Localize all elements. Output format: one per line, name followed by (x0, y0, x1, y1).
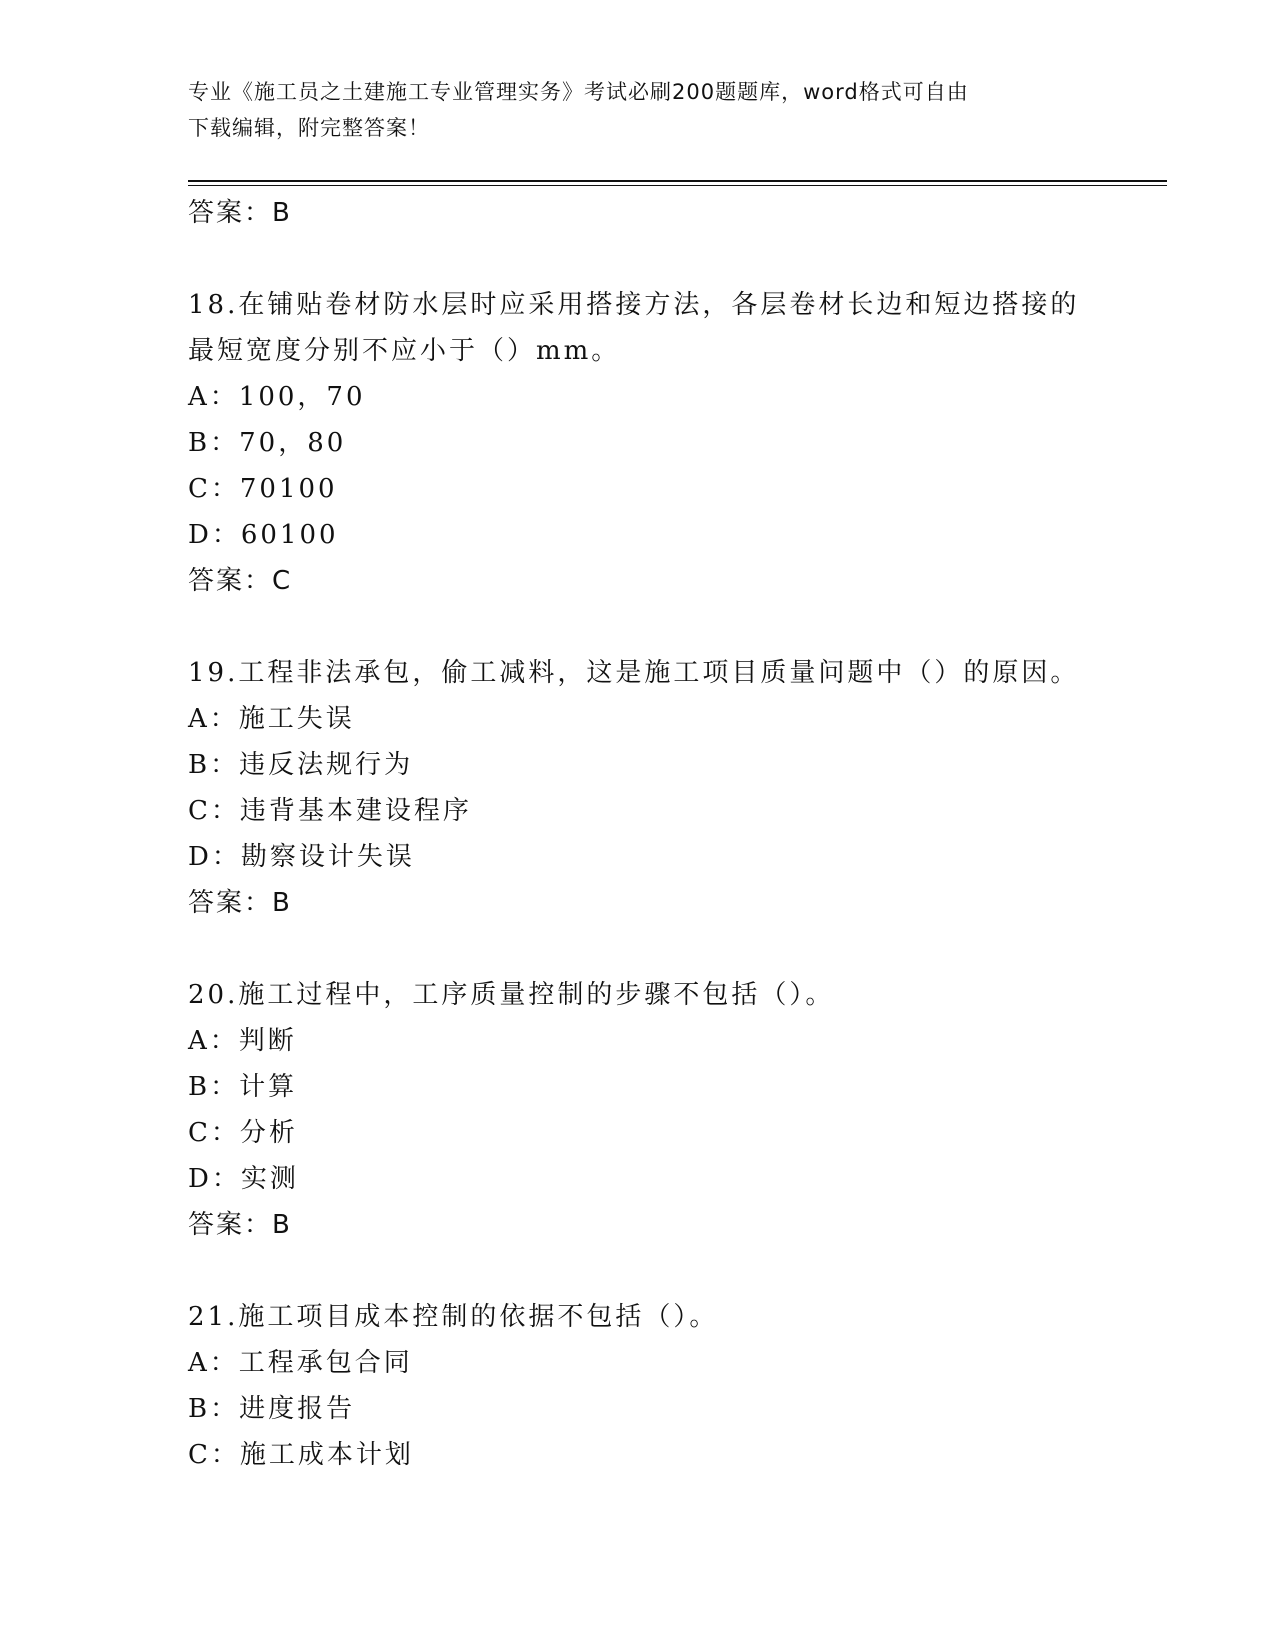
option-line: C：分析 (188, 1118, 298, 1148)
answer-line: 答案：C (188, 566, 293, 596)
option-line: B：违反法规行为 (188, 750, 414, 780)
option-line: A：判断 (188, 1026, 297, 1056)
document-header (188, 74, 1088, 146)
answer-line: 答案：B (188, 1210, 292, 1240)
option-line: C：施工成本计划 (188, 1440, 414, 1470)
option-line: B：计算 (188, 1072, 298, 1102)
option-line: D：60100 (188, 520, 339, 550)
option-line: C：70100 (188, 474, 338, 504)
option-line: B：70，80 (188, 428, 347, 458)
option-line: B：进度报告 (188, 1394, 356, 1424)
block-spacer (188, 236, 1088, 282)
header-line-1: 专业《施工员之土建施工专业管理实务》考试必刷200题题库，word格式可自由 (188, 80, 969, 104)
option-line: A：100，70 (188, 382, 366, 412)
block-spacer (188, 926, 1088, 972)
option-line: A：施工失误 (188, 704, 355, 734)
block-spacer (188, 1248, 1088, 1294)
option-line: D：勘察设计失误 (188, 842, 415, 872)
header-divider-thick (188, 180, 1167, 182)
answer-line: 答案：B (188, 198, 292, 228)
option-line: A：工程承包合同 (188, 1348, 413, 1378)
answer-line: 答案：B (188, 888, 292, 918)
header-line-2: 下载编辑，附完整答案！ (188, 116, 430, 140)
option-line: D：实测 (188, 1164, 299, 1194)
question-text: 20.施工过程中，工序质量控制的步骤不包括（）。 (188, 980, 835, 1010)
question-list (188, 190, 1088, 1478)
question-text: 19.工程非法承包，偷工减料，这是施工项目质量问题中（）的原因。 (188, 658, 1080, 688)
option-line: C：违背基本建设程序 (188, 796, 472, 826)
block-spacer (188, 604, 1088, 650)
question-text: 21.施工项目成本控制的依据不包括（）。 (188, 1302, 719, 1332)
header-divider-thin (188, 185, 1167, 186)
question-text: 最短宽度分别不应小于（）mm。 (188, 336, 621, 366)
question-text: 18.在铺贴卷材防水层时应采用搭接方法，各层卷材长边和短边搭接的 (188, 290, 1080, 320)
